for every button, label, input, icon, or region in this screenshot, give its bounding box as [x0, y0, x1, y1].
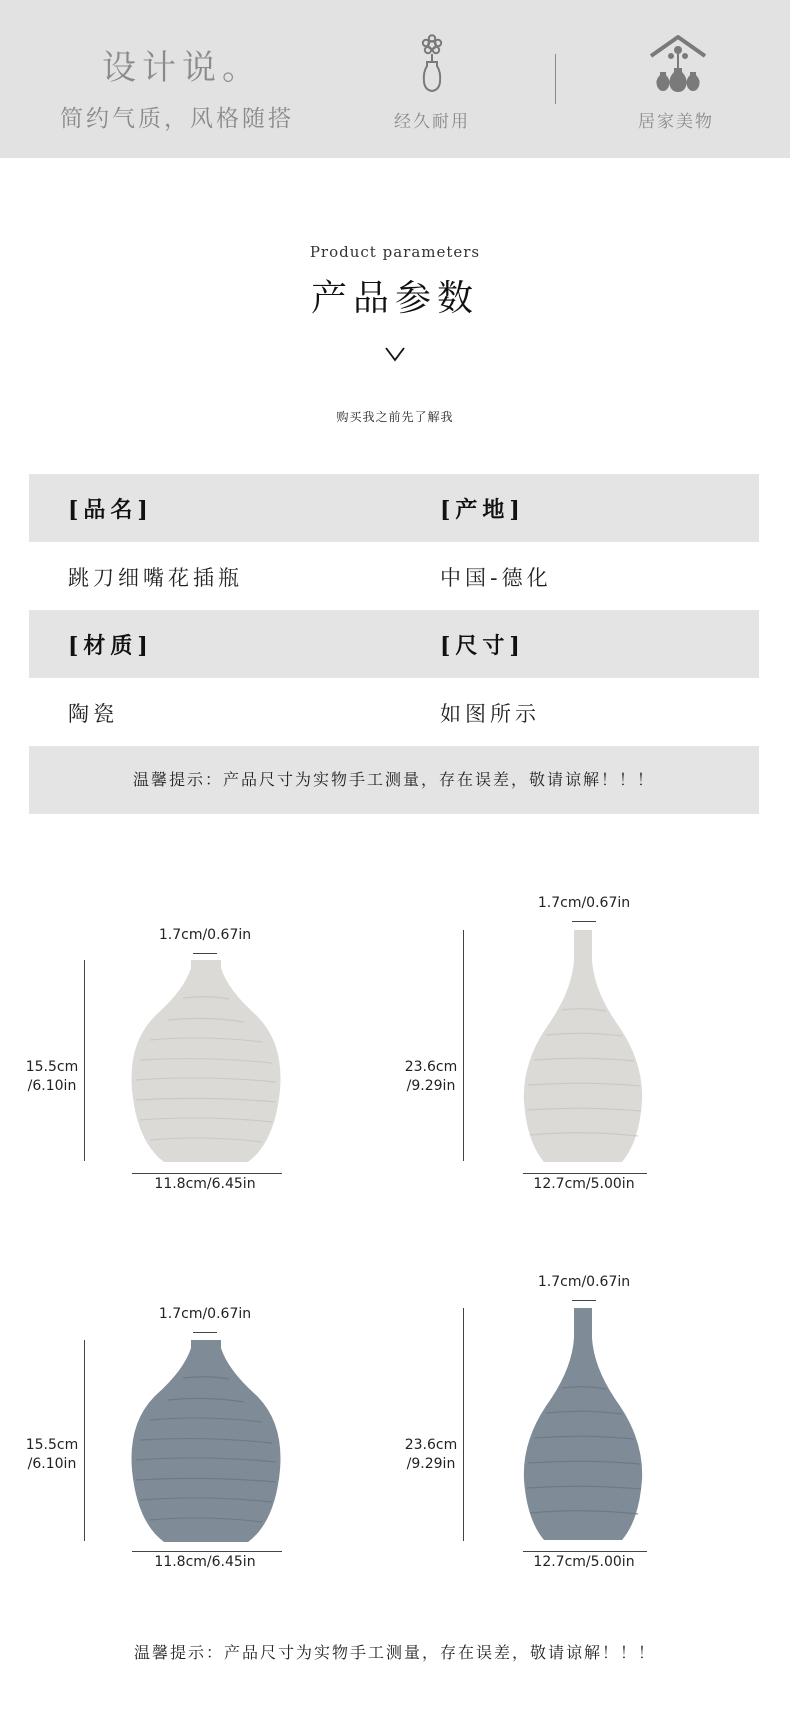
size-value: 如图所示 [440, 702, 540, 726]
width-dimension: 12.7cm/5.00in [533, 1554, 635, 1570]
feature-divider [555, 54, 556, 104]
height-dimension: 23.6cm /9.29in [404, 1437, 458, 1472]
height-dimension: 23.6cm /9.29in [404, 1059, 458, 1094]
mouth-line [193, 1332, 217, 1333]
params-title-en: Product parameters [309, 243, 481, 261]
mouth-dimension: 1.7cm/0.67in [158, 927, 252, 943]
name-value: 跳刀细嘴花插瓶 [68, 566, 243, 590]
slogan-subtitle: 简约气质，风格随搭 [60, 106, 294, 132]
flower-vase-icon [414, 34, 450, 94]
table-row [29, 542, 759, 610]
size-header: [尺寸] [440, 633, 525, 659]
vase-body [132, 960, 281, 1162]
slogan-title: 设计说。 [102, 48, 262, 88]
width-dimension: 11.8cm/6.45in [154, 1554, 256, 1570]
height-dimension: 15.5cm /6.10in [25, 1059, 79, 1094]
height-line [463, 1308, 464, 1541]
width-line [132, 1173, 282, 1174]
feature-label-durable: 经久耐用 [394, 112, 470, 132]
params-title-cn: 产品参数 [310, 278, 479, 319]
mouth-dimension: 1.7cm/0.67in [537, 895, 631, 911]
house-vases-icon [648, 34, 708, 94]
vase-white-round [128, 960, 284, 1162]
table-row [29, 610, 759, 678]
mouth-dimension: 1.7cm/0.67in [537, 1274, 631, 1290]
params-note: 购买我之前先了解我 [336, 410, 454, 424]
width-dimension: 11.8cm/6.45in [154, 1176, 256, 1192]
chevron-down-icon [384, 346, 406, 362]
name-header: [品名] [68, 497, 153, 523]
width-dimension: 12.7cm/5.00in [533, 1176, 635, 1192]
origin-value: 中国-德化 [440, 566, 552, 590]
vase-body [524, 1308, 642, 1540]
origin-header: [产地] [440, 497, 525, 523]
mouth-line [572, 921, 596, 922]
mouth-line [572, 1300, 596, 1301]
height-line [463, 930, 464, 1161]
vase-blue-tall [522, 1308, 646, 1540]
mouth-dimension: 1.7cm/0.67in [158, 1306, 252, 1322]
feature-label-home: 居家美物 [638, 112, 714, 132]
measurement-tip: 温馨提示：产品尺寸为实物手工测量，存在误差，敬请谅解！！！ [132, 770, 655, 789]
vase-blue-round [128, 1340, 284, 1542]
height-dimension: 15.5cm /6.10in [25, 1437, 79, 1472]
width-line [523, 1551, 647, 1552]
bottom-measurement-tip: 温馨提示：产品尺寸为实物手工测量，存在误差，敬请谅解！！！ [133, 1643, 656, 1662]
vase-body [132, 1340, 281, 1542]
table-row [29, 678, 759, 746]
width-line [523, 1173, 647, 1174]
mouth-line [193, 953, 217, 954]
tip-row [29, 746, 759, 814]
vase-body [524, 930, 642, 1162]
width-line [132, 1551, 282, 1552]
vase-white-tall [522, 930, 646, 1162]
table-row [29, 474, 759, 542]
material-header: [材质] [68, 633, 153, 659]
material-value: 陶瓷 [68, 702, 118, 726]
